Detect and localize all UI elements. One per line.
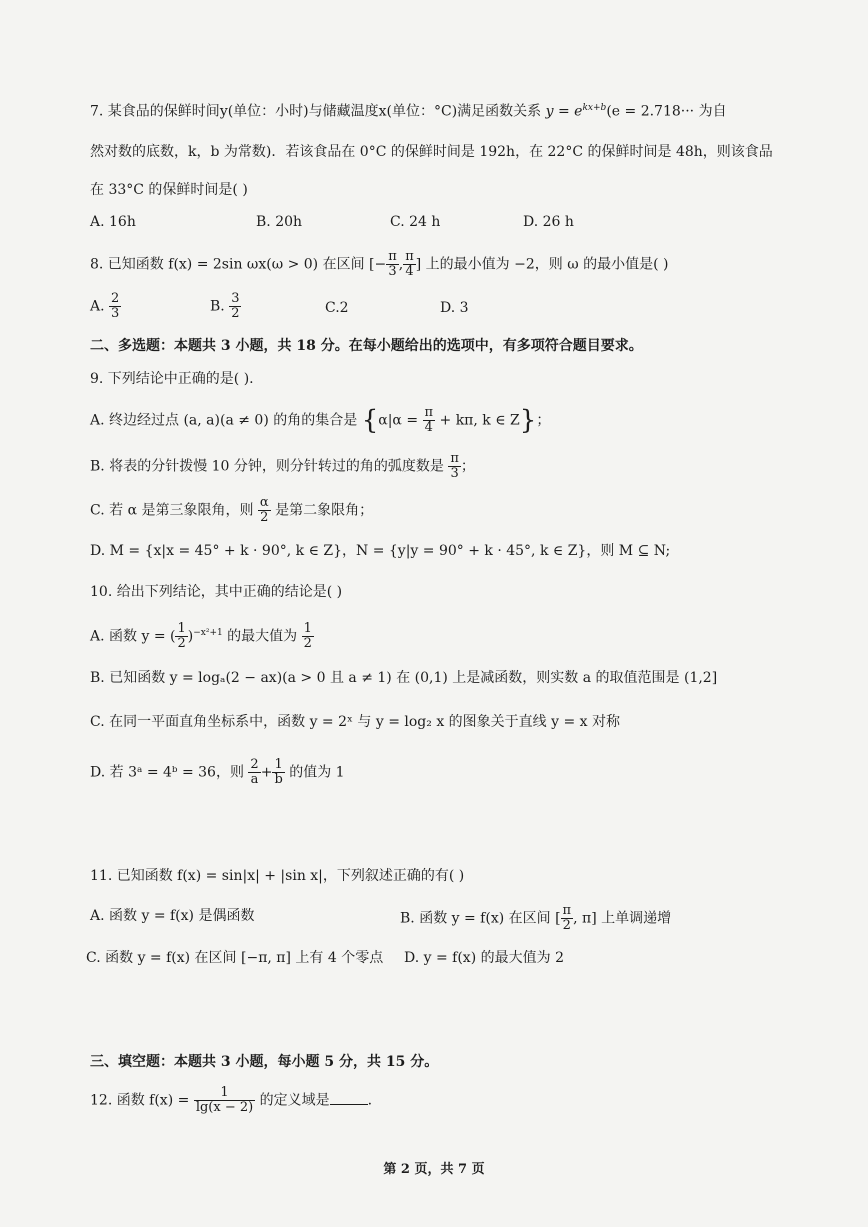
- q8-opt-b-fraction: [229, 292, 241, 321]
- q9-b-num: π: [450, 451, 459, 466]
- q11-b-fraction: [561, 904, 574, 933]
- q10-a-fraction-2: [302, 622, 314, 651]
- q12-fraction: [194, 1086, 255, 1115]
- q7-text-b: y(单位：小时)与储藏温度: [219, 103, 379, 120]
- q8-option-c: C.2: [325, 300, 349, 316]
- q8-text-a: 8. 已知函数 f(x) = 2sin ωx(ω > 0) 在区间 [−: [90, 256, 387, 273]
- q9-c-den: 2: [260, 510, 269, 525]
- page-footer: 第 2 页，共 7 页: [383, 1162, 485, 1177]
- q8-opt-b-num: 3: [231, 291, 240, 306]
- q8-opt-b-den: 2: [231, 306, 240, 321]
- q11-option-a: A. 函数 y = f(x) 是偶函数: [90, 908, 255, 924]
- q8-text-b: ] 上的最小值为 −2，则 ω 的最小值是( ): [415, 256, 669, 273]
- q10-a-den2: 2: [303, 636, 312, 651]
- q8-option-d: D. 3: [440, 300, 469, 316]
- q10-d-num1: 2: [250, 757, 259, 772]
- q12-stem: [90, 1086, 372, 1115]
- q11-b-num: π: [562, 903, 572, 918]
- q8-option-b: [210, 292, 241, 321]
- q12-end: .: [367, 1092, 373, 1109]
- q9-option-b: [90, 452, 475, 481]
- q8-fraction-2: [403, 250, 416, 279]
- q11-option-b: [400, 904, 671, 933]
- q12-post: 的定义域是: [259, 1092, 330, 1109]
- q8-opt-a-fraction: [109, 292, 121, 321]
- q10-a-fraction: [175, 622, 187, 651]
- q7-text-d: (e = 2.718··· 为自: [606, 103, 727, 120]
- q8-opt-a-num: 2: [111, 291, 120, 306]
- q8-opt-b-label: B.: [210, 298, 225, 315]
- q11-b-pre: B. 函数 y = f(x) 在区间 [: [400, 910, 561, 927]
- q9-a-set-post: + kπ, k ∈ Z: [439, 412, 520, 429]
- q7-option-d: D. 26 h: [523, 214, 574, 230]
- q9-b-pre: B. 将表的分针拨慢 10 分钟，则分针转过的角的弧度数是: [90, 458, 444, 475]
- q11-option-c: C. 函数 y = f(x) 在区间 [−π, π] 上有 4 个零点: [86, 950, 384, 966]
- q9-option-d: D. M = {x|x = 45° + k · 90°, k ∈ Z}，N = {y|y = 90° + k · 45°, k ∈ Z}，则 M ⊆ N;: [90, 543, 671, 559]
- q9-b-fraction: [448, 452, 461, 481]
- q9-b-end: ；: [460, 458, 475, 475]
- q9-a-set-pre: α|α =: [378, 412, 419, 429]
- q10-d-fraction-1: [248, 758, 260, 787]
- q10-d-pre: D. 若 3ᵃ = 4ᵇ = 36，则: [90, 764, 244, 781]
- q7-line2: 然对数的底数，k，b 为常数)．若该食品在 0°C 的保鲜时间是 192h，在 22°C 的保鲜时间是 48h，则该食品: [90, 144, 773, 160]
- q7-text-a: 7. 某食品的保鲜时间: [90, 103, 220, 120]
- q10-stem: 10. 给出下列结论，其中正确的结论是( ): [90, 584, 343, 600]
- q7-option-b: B. 20h: [256, 214, 303, 230]
- q11-stem: 11. 已知函数 f(x) = sin|x| + |sin x|，下列叙述正确的有( ): [90, 868, 465, 884]
- q9-c-pre: C. 若 α 是第三象限角，则: [90, 502, 254, 519]
- q9-option-a: [90, 406, 550, 435]
- q7-line1: [90, 98, 727, 122]
- q7-option-a: A. 16h: [90, 214, 136, 230]
- q11-b-end: , π] 上单调递增: [573, 910, 672, 927]
- q8-opt-a-label: A.: [90, 298, 105, 315]
- q9-c-num: α: [259, 495, 269, 510]
- q7-text-c: x(单位：°C)满足函数关系: [378, 103, 542, 120]
- q8-fraction-1: [386, 250, 399, 279]
- right-brace: }: [519, 405, 537, 436]
- q9-stem: 9. 下列结论中正确的是( ).: [90, 371, 254, 387]
- q9-a-pre: A. 终边经过点 (a, a)(a ≠ 0) 的角的集合是: [90, 412, 358, 429]
- q7-line3: 在 33°C 的保鲜时间是( ): [90, 182, 248, 198]
- q8-stem: 8. 已知函数 f(x) = 2sin ωx(ω > 0) 在区间 [− $\frac{\pi}{3}$ , $\frac{\pi}{4}$ ] 上的最小值为 −2，则 ω 的最小值是( ): [90, 249, 669, 279]
- q10-a-mid: 的最大值为: [227, 628, 298, 645]
- q8-option-a: [90, 292, 121, 321]
- q8-f2-den: 4: [405, 264, 414, 279]
- q10-a-pre: A. 函数 y = (: [90, 628, 176, 645]
- q10-option-b: B. 已知函数 y = logₐ(2 − ax)(a > 0 且 a ≠ 1) 在 (0,1) 上是减函数，则实数 a 的取值范围是 (1,2]: [90, 670, 718, 686]
- left-brace: {: [361, 405, 379, 436]
- q8-opt-a-den: 3: [111, 306, 120, 321]
- q10-a-num: 1: [177, 621, 186, 636]
- q10-a-num2: 1: [303, 621, 312, 636]
- q10-d-den2: b: [274, 772, 283, 787]
- q9-c-fraction: [258, 496, 271, 525]
- q10-d-plus: +: [260, 764, 273, 781]
- q10-d-num2: 1: [272, 758, 284, 773]
- q9-b-den: 3: [450, 466, 459, 481]
- q12-answer-blank[interactable]: [330, 1092, 368, 1105]
- q10-a-exponent: −x²+1: [193, 627, 223, 638]
- q8-f1-den: 3: [388, 264, 397, 279]
- q7-formula: y = e: [545, 103, 583, 120]
- q9-a-fraction: [423, 406, 436, 435]
- q10-option-c: C. 在同一平面直角坐标系中，函数 y = 2ˣ 与 y = log₂ x 的图象关于直线 y = x 对称: [90, 714, 620, 730]
- q12-num: 1: [194, 1086, 255, 1101]
- q10-d-fraction-2: [272, 758, 284, 787]
- q9-c-end: 是第二象限角；: [275, 502, 374, 519]
- q8-f1-num: π: [388, 249, 397, 264]
- section-2-heading: 二、多选题：本题共 3 小题，共 18 分。在每小题给出的选项中，有多项符合题目要求。: [90, 338, 643, 354]
- q8-f2-num: π: [405, 249, 414, 264]
- q11-option-d: D. y = f(x) 的最大值为 2: [404, 950, 564, 966]
- q9-a-num: π: [424, 405, 434, 420]
- q11-b-den: 2: [562, 918, 571, 933]
- q10-d-end: 的值为 1: [289, 764, 345, 781]
- q10-d-den1: a: [250, 772, 259, 787]
- q9-a-end: ；: [536, 412, 551, 429]
- q10-option-d: [90, 758, 345, 787]
- q10-a-den: 2: [177, 636, 186, 651]
- q10-option-a: A. 函数 y = ( $\frac{1}{2}$ )$^{-x^2+1}$ 的最大值为 $\frac{1}{2}$: [90, 621, 312, 651]
- q7-exponent: kx+b: [582, 103, 607, 113]
- q9-a-den: 4: [424, 420, 433, 435]
- q9-option-c: [90, 496, 373, 525]
- q12-pre: 12. 函数 f(x) =: [90, 1092, 190, 1109]
- q7-option-c: C. 24 h: [390, 214, 441, 230]
- q12-den: lg(x − 2): [195, 1100, 254, 1115]
- section-3-heading: 三、填空题：本题共 3 小题，每小题 5 分，共 15 分。: [90, 1054, 439, 1070]
